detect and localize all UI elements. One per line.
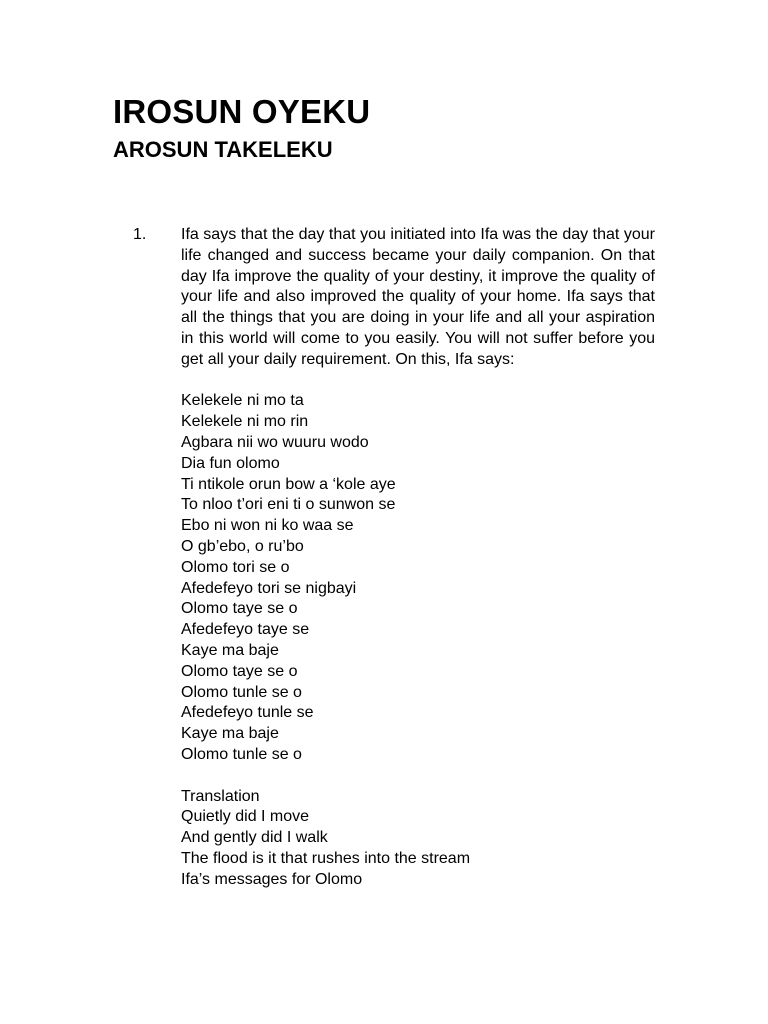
translation-line: Ifa’s messages for Olomo: [181, 870, 363, 888]
verse-line: Kaye ma baje: [181, 725, 279, 743]
verse-line: Kelekele ni mo ta: [181, 392, 304, 410]
spacer: [181, 766, 655, 787]
translation-line: The flood is it that rushes into the stream: [181, 849, 471, 867]
verse-line: Olomo tori se o: [181, 558, 290, 576]
verse-line: Afedefeyo taye se: [181, 621, 310, 639]
translation-line: Quietly did I move: [181, 808, 310, 826]
verse-line: Kelekele ni mo rin: [181, 413, 309, 431]
verse-line: Olomo taye se o: [181, 600, 298, 618]
verse-line: Afedefeyo tori se nigbayi: [181, 579, 357, 597]
verse-line: Ti ntikole orun bow a ‘kole aye: [181, 475, 396, 493]
verse-line: Olomo tunle se o: [181, 745, 302, 763]
verse-line: Olomo taye se o: [181, 662, 298, 680]
translation-heading: Translation: [181, 787, 260, 805]
verse-line: Dia fun olomo: [181, 454, 280, 472]
list-item-body: [181, 225, 655, 891]
verse-line: Afedefeyo tunle se: [181, 704, 314, 722]
document-subtitle: AROSUN TAKELEKU: [113, 137, 333, 162]
translation-block: [181, 787, 655, 891]
document-title: IROSUN OYEKU: [113, 93, 371, 130]
verse-line: Olomo tunle se o: [181, 683, 302, 701]
verse-line: O gb’ebo, o ru’bo: [181, 537, 304, 555]
translation-line: And gently did I walk: [181, 829, 328, 847]
verse-line: Ebo ni won ni ko waa se: [181, 517, 354, 535]
list-item-number: 1.: [133, 226, 147, 243]
yoruba-verse: [181, 391, 655, 765]
verse-intro-paragraph: Ifa says that the day that you initiated into Ifa was the day that your life changed and success became your daily companion. On that day Ifa improve the quality of your destiny, it improve the quality of your life and also improved the quality of your home. Ifa says that all the things that you are doing in your life and all your aspiration in this world will come to you easily. You will not suffer before you get all your daily requirement. On this, Ifa says:: [181, 226, 655, 368]
verse-line: Agbara nii wo wuuru wodo: [181, 433, 369, 451]
verse-line: Kaye ma baje: [181, 641, 279, 659]
verse-line: To nloo t’ori eni ti o sunwon se: [181, 496, 396, 514]
spacer: [181, 371, 655, 392]
